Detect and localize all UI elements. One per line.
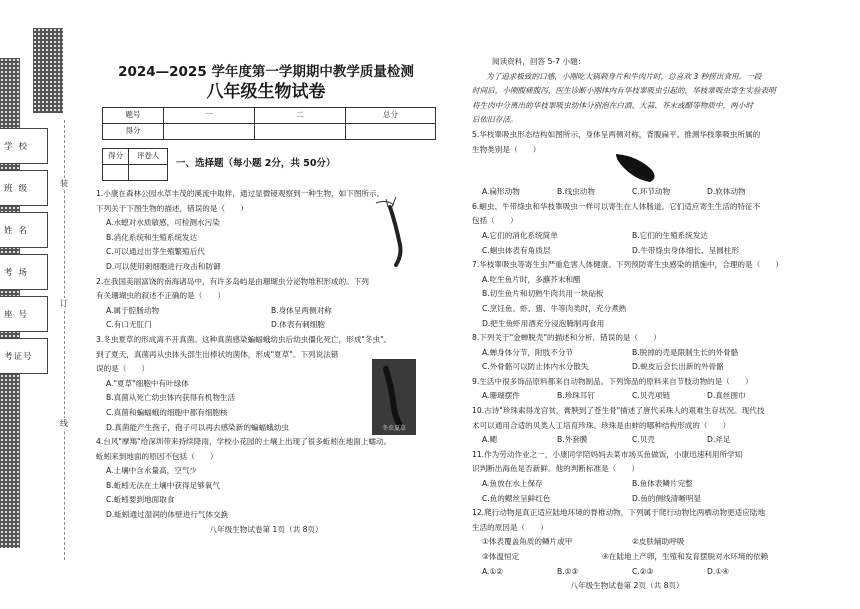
option[interactable]: D.①④ xyxy=(707,566,729,576)
question-8 xyxy=(472,331,782,375)
option[interactable]: D.体表有刺细胞 xyxy=(271,320,325,330)
option[interactable]: D.可以使用刺细胞进行攻击和防御 xyxy=(106,261,221,271)
option[interactable]: A.水螅对水质敏感，可检测水污染 xyxy=(106,218,220,228)
option[interactable]: D.软体动物 xyxy=(707,187,746,197)
question-10 xyxy=(472,404,782,448)
statement: ①体表覆盖角质的鳞片或甲 xyxy=(482,537,573,547)
option[interactable]: A.土壤中含水量高，空气少 xyxy=(106,466,198,476)
question-text: 10.古诗"珍珠索得龙宫贫，膏腴到了苍生骨"描述了唐代采珠人的艰难生存状况。现代技 xyxy=(472,406,765,416)
reading-text: 后依旧存活。 xyxy=(472,115,518,125)
question-text: 9.生活中很多饰品原料都来自动物制品。下列饰品的原料来自节肢动物的是（ ） xyxy=(472,376,753,386)
question-text: 7.华枝睾吸虫等寄生虫严重危害人体健康。下列预防寄生虫感染的措施中，合理的是（ ） xyxy=(472,260,783,270)
question-text: 11.作为劳动作业之一，小康同学陪妈妈去菜市场买鱼做饭，小康迅速利用所学知 xyxy=(472,449,743,459)
binding-pattern-top xyxy=(33,28,63,113)
question-text: 识判断出海鱼是否新鲜。他的判断标准是（ ） xyxy=(472,464,640,474)
option[interactable]: D.真菌能产生孢子，孢子可以再去感染新的蝙蝠蛾幼虫 xyxy=(106,422,289,432)
question-text: 2.在我国美丽富饶的南海诸岛中，有许多岛屿是由珊瑚虫分泌物堆积形成的。下列 xyxy=(96,276,370,286)
score-header-cell: 总分 xyxy=(346,108,436,124)
label-name: 姓名 xyxy=(0,212,48,248)
option[interactable]: C.②③ xyxy=(632,566,654,576)
option[interactable]: D.蚯蚓通过湿润的体壁进行气体交换 xyxy=(106,510,229,520)
question-text: 术可以通用合适的贝类人工培育珍珠。珍珠是由蚌的哪种结构形成的（ ） xyxy=(472,420,731,430)
question-1 xyxy=(96,187,436,275)
question-text: 包括（ ） xyxy=(472,216,518,226)
option[interactable]: D.蜕皮后会长出新的外骨骼 xyxy=(632,362,724,372)
page-footer: 八年级生物试卷第 1页（共 8页） xyxy=(209,524,323,534)
option[interactable]: D.真丝围巾 xyxy=(707,391,746,401)
question-2 xyxy=(96,275,436,333)
option[interactable]: B.消化系统和生殖系统发达 xyxy=(106,232,198,242)
option[interactable]: B.线虫动物 xyxy=(557,187,595,197)
option[interactable]: B.切生鱼片和切熟牛肉共用一块砧板 xyxy=(482,289,604,299)
fold-char-ding: 订 xyxy=(60,299,68,308)
statement: ②皮肤辅助呼吸 xyxy=(632,537,685,547)
label-school: 学校 xyxy=(0,128,48,164)
question-text: 3.冬虫夏草的形成离不开真菌。这种真菌感染蝙蝠蛾幼虫后幼虫僵化死亡，形成"冬虫"。 xyxy=(96,334,392,344)
question-text: 生活的原因是（ ） xyxy=(472,522,548,532)
option[interactable]: B.蚯蚓无法在土壤中获得足够氧气 xyxy=(106,480,220,490)
question-12 xyxy=(472,506,782,579)
label-exam-id: 考证号 xyxy=(0,338,48,374)
label-class: 班级 xyxy=(0,170,48,206)
score-header-cell: 一 xyxy=(164,108,255,124)
cordyceps-image xyxy=(372,359,416,435)
right-page xyxy=(472,55,782,594)
option[interactable]: C.蚯蚓要到地面取食 xyxy=(106,495,175,505)
option[interactable]: C.鱼的鳃丝呈鲜红色 xyxy=(482,493,551,503)
option[interactable]: C.可以通过出芽生殖繁殖后代 xyxy=(106,247,205,257)
liver-fluke-image xyxy=(612,150,662,186)
fold-char-xian: 线 xyxy=(60,419,68,428)
grader-cell[interactable] xyxy=(129,165,168,181)
option[interactable]: B.①③ xyxy=(557,566,579,576)
option[interactable]: C.贝壳 xyxy=(632,435,655,445)
label-seat: 座号 xyxy=(0,296,48,332)
question-text: 到了夏天，真菌再从虫体头部生出棒状的菌体，形成"夏草"。下列说法错 xyxy=(96,349,339,359)
question-text: 8.下列关于"金蝉脱壳"的描述和分析，错误的是（ ） xyxy=(472,333,661,343)
option[interactable]: A.它们的消化系统简单 xyxy=(482,230,558,240)
score-table xyxy=(102,107,436,140)
question-text: 6.蛔虫、牛带绦虫和华枝睾吸虫一样可以寄生在人体肠道。它们适应寄生生活的特征不 xyxy=(472,201,761,211)
statement: ④在陆地上产卵，生殖和发育摆脱对水环境的依赖 xyxy=(602,552,769,561)
question-9 xyxy=(472,375,782,404)
score-header-cell: 题号 xyxy=(103,108,164,124)
option[interactable]: A.吃生鱼片时，多蘸芥末和醋 xyxy=(482,274,581,284)
page-footer: 八年级生物试卷第 2页（共 8页） xyxy=(570,581,684,591)
question-text: 生物类别是（ ） xyxy=(472,144,541,154)
reading-text: 将生肉中分离出的华枝睾吸虫幼体分别泡在白酒、大蒜、芥末或醋等物质中，两小时 xyxy=(472,100,753,110)
option[interactable]: A.鳃 xyxy=(482,435,498,445)
option[interactable]: C.环节动物 xyxy=(632,187,671,197)
question-6 xyxy=(472,200,782,258)
exam-subtitle: 八年级生物试卷 xyxy=(206,82,326,102)
question-text: 误的是（ ） xyxy=(96,364,150,374)
hydra-image xyxy=(366,195,416,267)
question-text: 4.台风"摩羯"给深圳带来持续降雨，学校小花园的土壤上出现了很多蚯蚓在地面上蠕动。 xyxy=(96,437,392,447)
score-cell[interactable] xyxy=(346,124,436,140)
option[interactable]: D.把生鱼虾用酒充分浸泡腌制再食用 xyxy=(482,318,605,328)
option[interactable]: C.蛔虫体表有角质层 xyxy=(482,245,551,255)
option[interactable]: A.珊瑚摆件 xyxy=(482,391,520,401)
question-11 xyxy=(472,448,782,506)
image-caption: 冬虫夏草 xyxy=(381,424,406,432)
option[interactable]: A.①② xyxy=(482,566,504,576)
score-header-cell: 二 xyxy=(255,108,346,124)
option[interactable]: C.真菌和蝙蝠蛾的细胞中都有细胞核 xyxy=(106,407,228,417)
reading-text: 为了追求极致的口感，小刚吃大锅刺身片和牛肉片时，总喜欢 3 秒捞出食用。一段 xyxy=(486,71,762,81)
grader-header: 得分 xyxy=(103,149,129,165)
exam-title: 2024—2025 学年度第一学期期中教学质量检测 xyxy=(118,64,414,80)
option[interactable]: C.烹饪鱼、虾、猪、牛等肉类时，充分煮熟 xyxy=(482,303,627,313)
grader-cell[interactable] xyxy=(103,165,129,181)
option[interactable]: A."夏草"细胞中有叶绿体 xyxy=(106,378,189,388)
question-text: 有关珊瑚虫的叙述不正确的是（ ） xyxy=(96,291,226,301)
option[interactable]: A.属于腔肠动物 xyxy=(106,305,160,315)
option[interactable]: C.有口无肛门 xyxy=(106,320,152,330)
binding-strip xyxy=(0,58,62,548)
option[interactable]: D.斧足 xyxy=(707,435,731,445)
question-text: 蚯蚓来到地面的原因不包括（ ） xyxy=(96,451,218,461)
option[interactable]: D.牛带绦虫身体细长、呈圆柱形 xyxy=(632,245,739,255)
question-5 xyxy=(472,128,782,200)
option[interactable]: B.珍珠耳钉 xyxy=(557,391,595,401)
option[interactable]: B.它们的生殖系统发达 xyxy=(632,230,708,240)
score-cell[interactable] xyxy=(255,124,346,140)
option[interactable]: B.身体呈两侧对称 xyxy=(271,305,332,315)
reading-intro: 阅读资料，回答 5-7 小题： xyxy=(492,57,586,66)
question-7 xyxy=(472,258,782,331)
grader-header: 评卷人 xyxy=(129,149,168,165)
left-page xyxy=(96,55,436,537)
question-text: 1.小康在森林公园水草丰茂的溪流中取样，通过显微镜观察到一种生物，如下图所示。 xyxy=(96,189,385,198)
option[interactable]: B.外套膜 xyxy=(557,435,588,445)
score-cell[interactable] xyxy=(164,124,255,140)
label-exam-room: 考场 xyxy=(0,254,48,290)
option[interactable]: B.真菌从死亡幼虫体内获得有机物生活 xyxy=(106,393,236,403)
question-3 xyxy=(96,333,436,435)
section-heading: 一、选择题（每小题 2分，共 50分） xyxy=(176,158,336,170)
question-text: 12.爬行动物是真正适应陆地环境的脊椎动物，下列属于爬行动物比两栖动物更适应陆地 xyxy=(472,508,766,518)
fold-char-zhuang: 装 xyxy=(60,179,68,188)
option[interactable]: C.外骨骼可以防止体内水分散失 xyxy=(482,362,589,372)
grader-table xyxy=(102,148,168,181)
option[interactable]: A.扁形动物 xyxy=(482,187,520,197)
reading-text: 时间后，小刚腹痛腹泻，医生诊断小刚体内有华枝睾吸虫引起的，华枝睾吸虫寄生实验表明 xyxy=(472,86,776,96)
option[interactable]: A.蝉身体分节，附肢不分节 xyxy=(482,347,574,357)
option[interactable]: B.脱掉的壳是限制生长的外骨骼 xyxy=(632,347,739,357)
option[interactable]: C.贝壳项链 xyxy=(632,391,671,401)
option[interactable]: A.鱼放在水上保存 xyxy=(482,479,543,489)
question-4 xyxy=(96,435,436,523)
option[interactable]: D.鱼的侧线清晰明显 xyxy=(632,493,702,503)
option[interactable]: B.鱼体表鳞片完整 xyxy=(632,479,693,489)
statement: ③体温恒定 xyxy=(482,552,520,561)
question-text: 下列关于下图生物的描述，错误的是（ ） xyxy=(96,203,248,213)
score-row-label: 得分 xyxy=(103,124,164,140)
question-text: 5.华枝睾吸虫形态结构如图所示，身体呈两侧对称，背腹扁平。推测华枝睾吸虫所属的 xyxy=(472,129,761,139)
